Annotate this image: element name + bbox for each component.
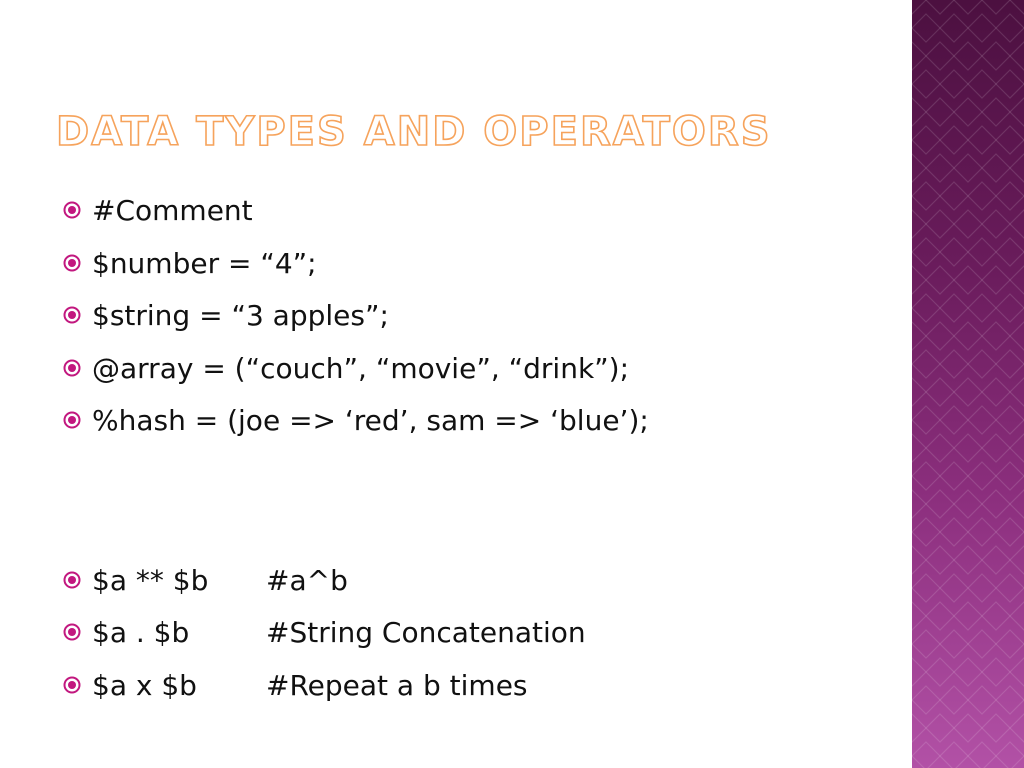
diamond-tile	[996, 630, 1024, 658]
operator-item	[62, 665, 528, 705]
diamond-tile	[954, 210, 982, 238]
operator-expression: $a ** $b	[92, 563, 209, 597]
code-text: #Comment	[92, 193, 253, 227]
code-text: @array = (“couch”, “movie”, “drink”);	[92, 351, 630, 385]
diamond-tile	[996, 518, 1024, 546]
diamond-tile	[1010, 210, 1024, 238]
diamond-tile	[940, 238, 968, 266]
diamond-tile	[912, 350, 940, 378]
diamond-tile	[954, 154, 982, 182]
diamond-tile	[912, 70, 940, 98]
diamond-tile	[912, 0, 926, 14]
diamond-tile	[940, 574, 968, 602]
diamond-tile	[926, 714, 954, 742]
diamond-tile	[940, 742, 968, 768]
diamond-tile	[926, 490, 954, 518]
code-text: $string = “3 apples”;	[92, 298, 389, 332]
diamond-tile	[954, 490, 982, 518]
operator-expression: $a x $b	[92, 668, 197, 702]
diamond-tile	[968, 462, 996, 490]
circle-dot-icon	[62, 622, 82, 642]
diamond-tile	[926, 42, 954, 70]
operator-comment: #a^b	[266, 563, 348, 597]
diamond-tile	[968, 350, 996, 378]
diamond-tile	[968, 126, 996, 154]
diamond-tile	[968, 518, 996, 546]
diamond-tile	[996, 462, 1024, 490]
diamond-tile	[996, 182, 1024, 210]
diamond-tile	[912, 434, 926, 462]
diamond-tile	[968, 70, 996, 98]
diamond-tile	[912, 14, 940, 42]
diamond-tile	[982, 658, 1010, 686]
diamond-tile	[968, 630, 996, 658]
diamond-tile	[968, 574, 996, 602]
list-item	[62, 243, 317, 283]
diamond-tile	[940, 630, 968, 658]
diamond-tile	[926, 602, 954, 630]
diamond-tile	[912, 98, 926, 126]
diamond-tile	[1010, 434, 1024, 462]
diamond-tile	[912, 546, 926, 574]
diamond-tile	[926, 322, 954, 350]
diamond-tile	[954, 602, 982, 630]
diamond-tile	[912, 462, 940, 490]
diamond-tile	[1010, 266, 1024, 294]
diamond-tile	[996, 294, 1024, 322]
diamond-tile	[912, 630, 940, 658]
diamond-tile	[982, 210, 1010, 238]
diamond-tile	[954, 434, 982, 462]
slide-title: DATA TYPES AND OPERATORS	[56, 109, 772, 155]
diamond-tile	[940, 126, 968, 154]
diamond-tile	[996, 70, 1024, 98]
diamond-tile	[926, 546, 954, 574]
diamond-tile	[982, 378, 1010, 406]
diamond-tile	[982, 602, 1010, 630]
diamond-tile	[954, 546, 982, 574]
diamond-pattern-icon	[912, 0, 1024, 768]
diamond-tile	[926, 266, 954, 294]
diamond-tile	[968, 686, 996, 714]
diamond-tile	[954, 322, 982, 350]
diamond-tile	[912, 742, 940, 768]
diamond-tile	[982, 42, 1010, 70]
operator-comment: #String Concatenation	[266, 615, 586, 649]
diamond-tile	[968, 294, 996, 322]
diamond-tile	[1010, 42, 1024, 70]
diamond-tile	[954, 714, 982, 742]
diamond-tile	[982, 266, 1010, 294]
diamond-tile	[912, 238, 940, 266]
diamond-tile	[954, 42, 982, 70]
circle-dot-icon	[62, 570, 82, 590]
list-item	[62, 295, 389, 335]
diamond-tile	[996, 14, 1024, 42]
diamond-tile	[968, 406, 996, 434]
diamond-tile	[912, 322, 926, 350]
circle-dot-icon	[62, 253, 82, 273]
diamond-tile	[982, 0, 1010, 14]
diamond-tile	[912, 266, 926, 294]
diamond-tile	[940, 406, 968, 434]
diamond-tile	[912, 182, 940, 210]
diamond-tile	[926, 658, 954, 686]
diamond-tile	[1010, 378, 1024, 406]
diamond-tile	[982, 322, 1010, 350]
diamond-tile	[912, 154, 926, 182]
circle-dot-icon	[62, 358, 82, 378]
diamond-tile	[996, 742, 1024, 768]
diamond-tile	[940, 686, 968, 714]
diamond-tile	[996, 686, 1024, 714]
diamond-tile	[912, 42, 926, 70]
diamond-tile	[1010, 154, 1024, 182]
diamond-tile	[968, 238, 996, 266]
code-text: %hash = (joe => ‘red’, sam => ‘blue’);	[92, 403, 649, 437]
diamond-tile	[996, 126, 1024, 154]
diamond-tile	[1010, 546, 1024, 574]
diamond-tile	[912, 658, 926, 686]
diamond-tile	[1010, 0, 1024, 14]
diamond-tile	[954, 0, 982, 14]
list-item	[62, 400, 649, 440]
diamond-tile	[996, 406, 1024, 434]
diamond-tile	[926, 0, 954, 14]
diamond-tile	[912, 210, 926, 238]
diamond-tile	[940, 462, 968, 490]
diamond-tile	[912, 602, 926, 630]
diamond-tile	[982, 154, 1010, 182]
diamond-tile	[954, 98, 982, 126]
diamond-tile	[982, 546, 1010, 574]
diamond-tile	[968, 742, 996, 768]
diamond-tile	[940, 70, 968, 98]
diamond-tile	[954, 658, 982, 686]
list-item	[62, 190, 253, 230]
circle-dot-icon	[62, 675, 82, 695]
diamond-tile	[940, 14, 968, 42]
circle-dot-icon	[62, 305, 82, 325]
operator-comment: #Repeat a b times	[266, 668, 528, 702]
circle-dot-icon	[62, 200, 82, 220]
diamond-tile	[968, 182, 996, 210]
operator-expression: $a . $b	[92, 615, 190, 649]
diamond-tile	[912, 126, 940, 154]
list-item	[62, 348, 629, 388]
diamond-tile	[996, 350, 1024, 378]
diamond-tile	[912, 714, 926, 742]
code-text: $number = “4”;	[92, 246, 317, 280]
diamond-tile	[940, 518, 968, 546]
diamond-tile	[1010, 714, 1024, 742]
diamond-tile	[940, 182, 968, 210]
circle-dot-icon	[62, 410, 82, 430]
diamond-tile	[996, 238, 1024, 266]
operator-item	[62, 560, 348, 600]
diamond-tile	[996, 574, 1024, 602]
diamond-tile	[912, 490, 926, 518]
diamond-tile	[926, 434, 954, 462]
diamond-tile	[982, 434, 1010, 462]
diamond-tile	[954, 378, 982, 406]
diamond-tile	[912, 294, 940, 322]
diamond-tile	[968, 14, 996, 42]
diamond-tile	[954, 266, 982, 294]
diamond-tile	[912, 378, 926, 406]
diamond-tile	[926, 98, 954, 126]
diamond-tile	[982, 714, 1010, 742]
diamond-tile	[1010, 322, 1024, 350]
diamond-tile	[926, 210, 954, 238]
diamond-tile	[1010, 98, 1024, 126]
diamond-tile	[912, 686, 940, 714]
diamond-tile	[1010, 490, 1024, 518]
diamond-tile	[940, 294, 968, 322]
diamond-tile	[926, 154, 954, 182]
diamond-tile	[912, 518, 940, 546]
diamond-tile	[982, 98, 1010, 126]
diamond-tile	[912, 574, 940, 602]
diamond-tile	[940, 350, 968, 378]
operator-item	[62, 612, 586, 652]
diamond-tile	[926, 378, 954, 406]
diamond-tile	[982, 490, 1010, 518]
diamond-tile	[1010, 602, 1024, 630]
side-decoration-panel	[912, 0, 1024, 768]
diamond-tile	[1010, 658, 1024, 686]
diamond-tile	[912, 406, 940, 434]
